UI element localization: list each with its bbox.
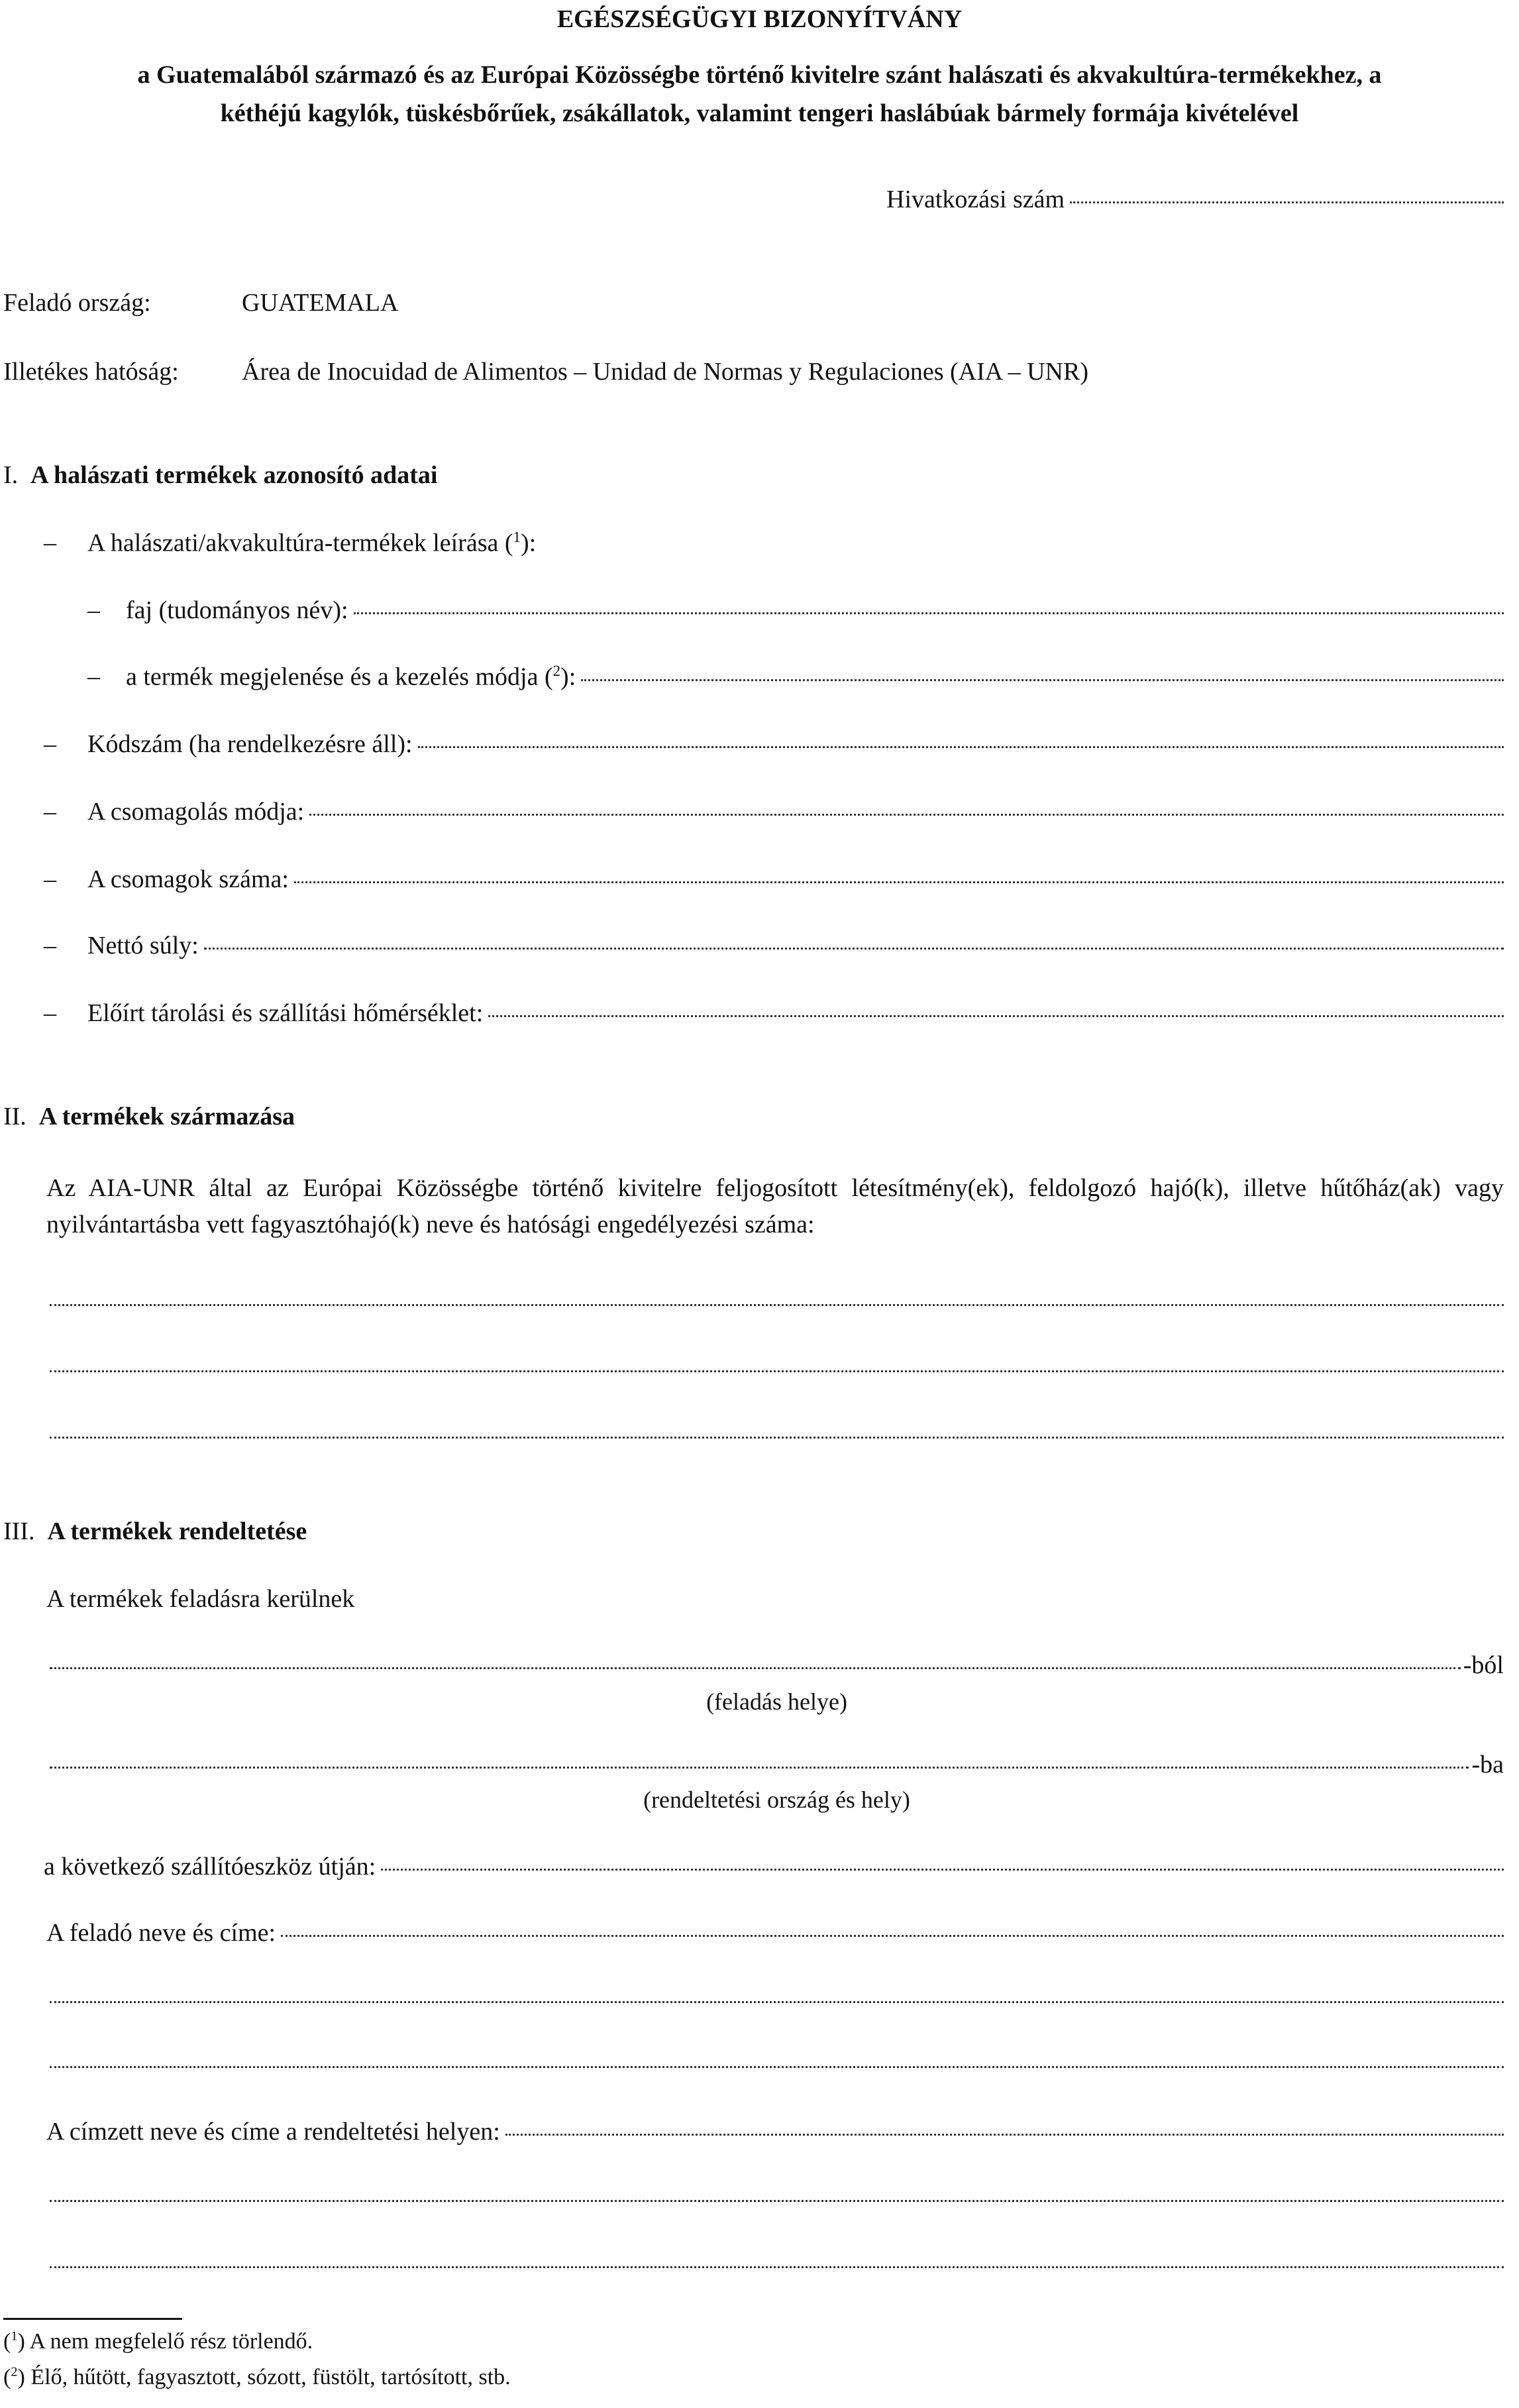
recipient-line-2[interactable] [50,2200,1504,2202]
product-description-text: A halászati/akvakultúra-termékek leírása ( [87,529,513,557]
section1-title: A halászati termékek azonosító adatai [30,461,438,489]
dash-marker: – [44,730,56,758]
temperature-field[interactable] [87,999,1504,1028]
code-label: Kódszám (ha rendelkezésre áll): [87,730,413,758]
footnote-2: ($^2$) Élő, hűtött, fagyasztott, sózott, füstölt, tartósított, stb. [3,2364,511,2389]
footnote-ref-2: 2 [552,663,561,679]
destination-place-suffix: -ba [1471,1751,1504,1779]
origin-line-3[interactable] [50,1437,1504,1439]
section3-title: A termékek rendeltetése [47,1517,307,1545]
net-weight-dots [204,948,1504,950]
code-field[interactable] [87,730,1504,759]
section1-heading [3,461,437,490]
country-value: GUATEMALA [242,289,399,317]
section2-title: A termékek származása [38,1103,295,1130]
presentation-field[interactable] [126,663,1504,692]
footnote-separator [3,2318,182,2320]
temperature-dots [488,1015,1504,1017]
dash-marker: – [44,865,56,893]
recipient-field[interactable] [46,2118,1504,2147]
presentation-label [126,663,576,692]
destination-place-field[interactable] [50,1751,1504,1780]
footnote-2-mark: 2 [11,2364,18,2380]
section2-text: Az AIA-UNR által az Európai Közösségbe történő kivitelre feljogosított létesítmény(ek), feldolgozó hajó(k), illetve hűtőház(ak) vagy nyilvántartásba vett fagyasztóhajó(k) neve és hatósági engedélyezési száma: [46,1174,1504,1239]
dispatch-place-suffix: -ból [1463,1651,1504,1679]
species-label: faj (tudományos név): [126,596,348,624]
dash-marker: – [44,529,56,557]
transport-dots [381,1869,1504,1871]
code-dots [418,746,1504,748]
sender-line-3[interactable] [50,2066,1504,2068]
net-weight-label: Nettó súly: [87,932,199,959]
section1-number: I. [3,461,19,489]
origin-line-2[interactable] [50,1370,1504,1372]
origin-line-1[interactable] [50,1304,1504,1306]
packaging-field[interactable] [87,798,1504,827]
section2-number: II. [3,1103,26,1130]
footnote-ref-1: 1 [513,529,521,545]
footnote-1: ($^1$) A nem megfelelő rész törlendő. [3,2328,313,2354]
recipient-label: A címzett neve és címe a rendeltetési helyen: [46,2118,500,2146]
document-subtitle-line2: kéthéjú kagylók, tüskésbőrűek, zsákállatok, valamint tengeri haslábúak bármely formája kivételével [220,99,1299,127]
product-description-end: ): [520,529,537,557]
document-subtitle-line1: a Guatemalából származó és az Európai Közösségbe történő kivitelre szánt halászati és akvakultúra-termékekhez, a [137,61,1382,89]
dash-marker: – [44,932,56,959]
country-label: Feladó ország: [3,289,151,317]
section3-heading [3,1517,307,1547]
reference-number-field[interactable] [886,186,1504,215]
sender-dots [281,1935,1504,1937]
dispatch-place-field[interactable] [50,1651,1504,1680]
temperature-label: Előírt tárolási és szállítási hőmérséklet: [87,999,484,1027]
dash-marker: – [87,596,100,624]
document-title: EGÉSZSÉGÜGYI BIZONYÍTVÁNY [556,5,963,33]
sender-label: A feladó neve és címe: [46,1919,276,1947]
product-description-label [87,529,536,558]
presentation-end: ): [560,663,576,691]
footnote-2-text: Élő, hűtött, fagyasztott, sózott, füstölt, tartósított, stb. [30,2365,511,2389]
presentation-dots [581,679,1504,681]
species-dots [354,612,1504,614]
section3-number: III. [3,1517,35,1545]
packages-field[interactable] [87,865,1504,895]
dash-marker: – [44,798,56,826]
dash-marker: – [87,663,100,690]
destination-place-dots [50,1767,1469,1769]
packaging-dots [309,814,1504,816]
recipient-dots [505,2134,1504,2136]
species-field[interactable] [126,596,1504,626]
packages-label: A csomagok száma: [87,865,289,893]
transport-label: a következő szállítóeszköz útján: [44,1853,376,1881]
dash-marker: – [44,999,56,1027]
presentation-text: a termék megjelenése és a kezelés módja ( [126,663,553,691]
authority-label: Illetékes hatóság: [3,358,179,386]
authority-value: Área de Inocuidad de Alimentos – Unidad de Normas y Regulaciones (AIA – UNR) [242,358,1088,386]
footnote-1-text: A nem megfelelő rész törlendő. [29,2329,313,2354]
footnote-1-mark: 1 [11,2328,18,2344]
recipient-line-3[interactable] [50,2266,1504,2268]
destination-place-caption: (rendeltetési ország és hely) [643,1786,910,1813]
sender-field[interactable] [46,1919,1504,1948]
section2-heading [3,1103,295,1132]
packaging-label: A csomagolás módja: [87,798,305,826]
net-weight-field[interactable] [87,932,1504,961]
packages-dots [294,881,1504,883]
reference-number-label: Hivatkozási szám [886,186,1065,213]
reference-number-dots [1070,201,1504,203]
destination-intro: A termékek feladásra kerülnek [46,1585,355,1613]
transport-field[interactable] [44,1853,1504,1882]
dispatch-place-dots [50,1667,1461,1669]
sender-line-2[interactable] [50,2001,1504,2003]
dispatch-place-caption: (feladás helye) [706,1688,847,1715]
